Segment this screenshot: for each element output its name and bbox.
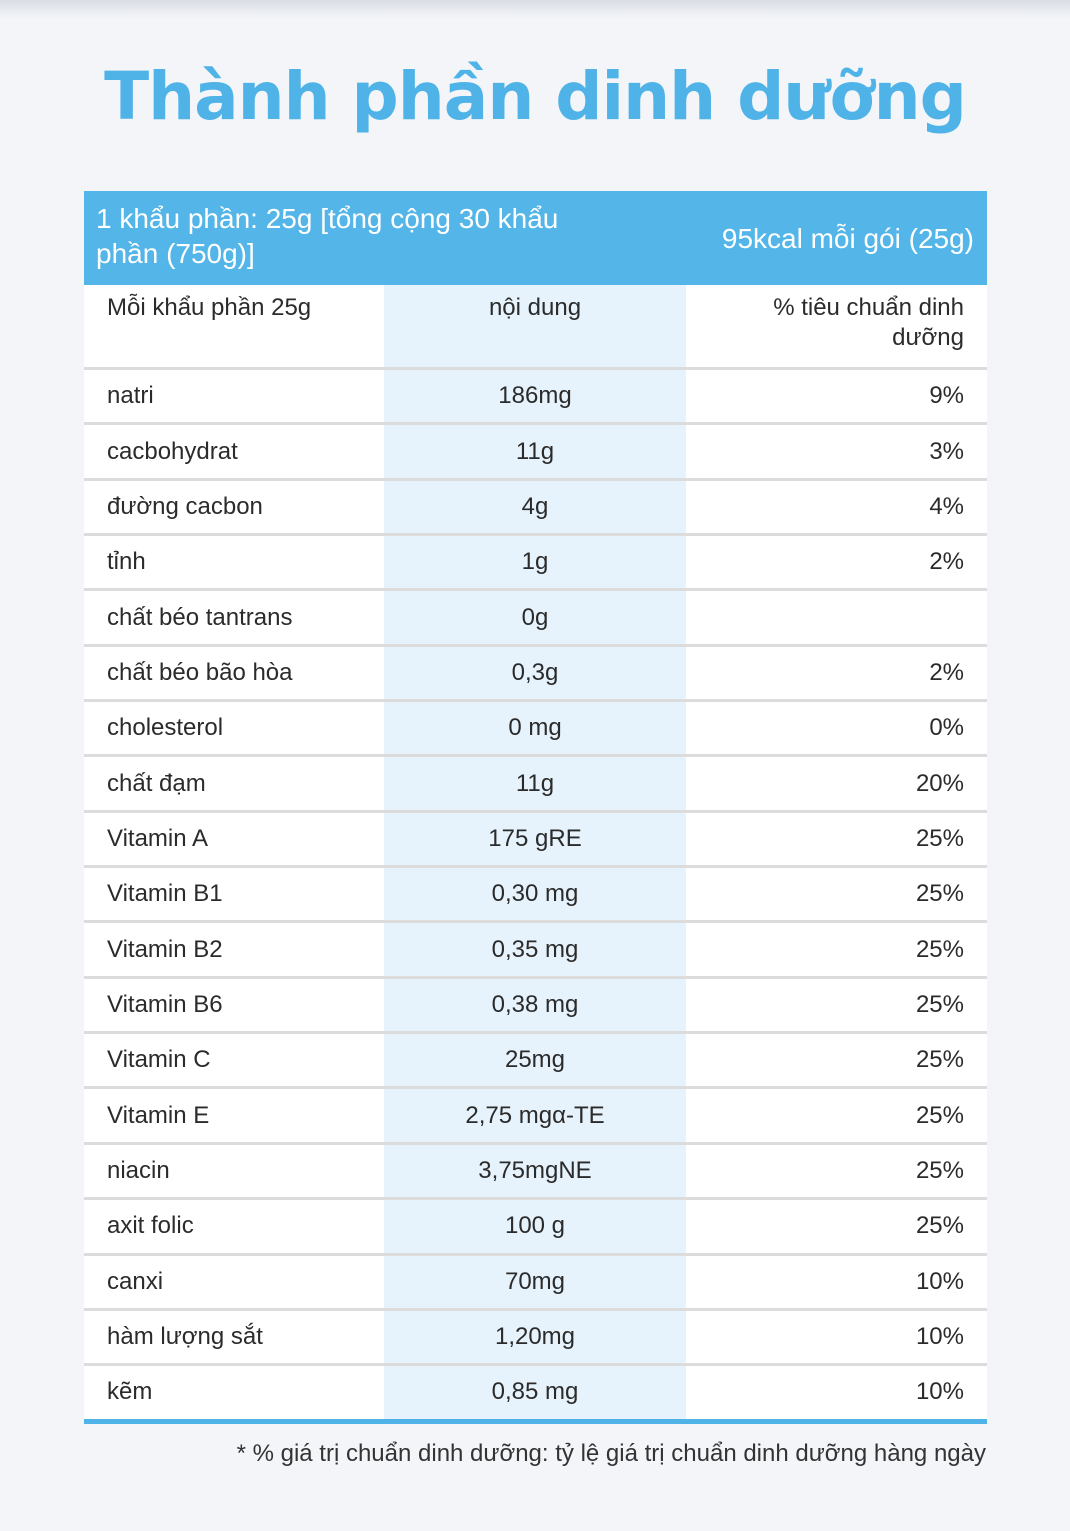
nutrient-name: niacin: [84, 1145, 384, 1197]
nutrient-content: 0,85 mg: [384, 1366, 686, 1418]
nutrient-content: 100 g: [384, 1200, 686, 1252]
column-header-percent: [686, 285, 987, 367]
nutrient-name: kẽm: [84, 1366, 384, 1418]
page-title: Thành phần dinh dưỡng: [104, 58, 966, 135]
nutrient-name: Vitamin B1: [84, 868, 384, 920]
serving-size-line-1: 1 khẩu phần: 25g [tổng cộng 30 khẩu: [96, 203, 559, 234]
table-row: [84, 1086, 987, 1141]
nutrient-percent: 20%: [686, 757, 987, 809]
nutrient-content: 0,30 mg: [384, 868, 686, 920]
column-header-name: Mỗi khẩu phần 25g: [84, 285, 384, 367]
nutrient-name: canxi: [84, 1256, 384, 1308]
column-header-content: nội dung: [384, 285, 686, 367]
nutrient-percent: 10%: [686, 1311, 987, 1363]
table-row: [84, 367, 987, 422]
table-row: [84, 644, 987, 699]
nutrition-table: [84, 191, 987, 1424]
footnote: * % giá trị chuẩn dinh dưỡng: tỷ lệ giá trị chuẩn dinh dưỡng hàng ngày: [236, 1440, 986, 1467]
nutrient-content: 0,38 mg: [384, 979, 686, 1031]
table-row: [84, 588, 987, 643]
nutrient-content: 25mg: [384, 1034, 686, 1086]
nutrient-content: 70mg: [384, 1256, 686, 1308]
nutrient-percent: 10%: [686, 1366, 987, 1418]
table-bottom-bar: [84, 1419, 987, 1424]
nutrient-content: 0,35 mg: [384, 923, 686, 975]
table-row: [84, 1253, 987, 1308]
column-header-percent-line-1: % tiêu chuẩn dinh: [773, 294, 964, 321]
nutrient-percent: 25%: [686, 813, 987, 865]
nutrient-content: 3,75mgNE: [384, 1145, 686, 1197]
table-row: [84, 976, 987, 1031]
nutrient-content: 186mg: [384, 370, 686, 422]
nutrient-percent: [686, 591, 987, 643]
nutrient-content: 1g: [384, 536, 686, 588]
nutrient-name: Vitamin B6: [84, 979, 384, 1031]
nutrient-content: 0,3g: [384, 647, 686, 699]
table-row: [84, 1363, 987, 1418]
nutrient-content: 11g: [384, 757, 686, 809]
nutrient-name: Vitamin A: [84, 813, 384, 865]
table-body: [84, 367, 987, 1419]
table-row: [84, 920, 987, 975]
table-row: [84, 1197, 987, 1252]
nutrient-content: 1,20mg: [384, 1311, 686, 1363]
nutrient-name: Vitamin E: [84, 1089, 384, 1141]
serving-header: [84, 191, 987, 285]
table-row: [84, 754, 987, 809]
serving-size-line-2: phần (750g)]: [96, 238, 255, 269]
nutrient-name: hàm lượng sắt: [84, 1311, 384, 1363]
column-header-row: [84, 285, 987, 367]
table-row: [84, 1142, 987, 1197]
serving-size: [84, 191, 644, 285]
nutrient-content: 0g: [384, 591, 686, 643]
nutrient-percent: 3%: [686, 425, 987, 477]
nutrient-name: chất béo bão hòa: [84, 647, 384, 699]
nutrient-percent: 2%: [686, 647, 987, 699]
nutrient-percent: 9%: [686, 370, 987, 422]
nutrient-percent: 25%: [686, 868, 987, 920]
nutrient-percent: 25%: [686, 1200, 987, 1252]
nutrient-name: Vitamin C: [84, 1034, 384, 1086]
nutrient-percent: 25%: [686, 1034, 987, 1086]
table-row: [84, 1031, 987, 1086]
nutrient-percent: 10%: [686, 1256, 987, 1308]
top-shadow: [0, 0, 1070, 18]
table-row: [84, 865, 987, 920]
nutrient-percent: 25%: [686, 979, 987, 1031]
nutrient-percent: 25%: [686, 923, 987, 975]
nutrient-name: natri: [84, 370, 384, 422]
nutrient-name: axit folic: [84, 1200, 384, 1252]
nutrient-name: chất đạm: [84, 757, 384, 809]
nutrient-name: tỉnh: [84, 536, 384, 588]
nutrient-content: 175 gRE: [384, 813, 686, 865]
nutrient-name: đường cacbon: [84, 481, 384, 533]
table-row: [84, 422, 987, 477]
nutrient-content: 2,75 mgα-TE: [384, 1089, 686, 1141]
nutrient-content: 0 mg: [384, 702, 686, 754]
nutrient-percent: 25%: [686, 1145, 987, 1197]
nutrient-percent: 4%: [686, 481, 987, 533]
column-header-percent-line-2: dưỡng: [892, 324, 964, 351]
nutrient-name: cacbohydrat: [84, 425, 384, 477]
calories-per-pack: 95kcal mỗi gói (25g): [721, 223, 974, 254]
table-row: [84, 810, 987, 865]
nutrient-percent: 0%: [686, 702, 987, 754]
nutrient-content: 11g: [384, 425, 686, 477]
nutrient-percent: 25%: [686, 1089, 987, 1141]
nutrient-name: Vitamin B2: [84, 923, 384, 975]
nutrient-content: 4g: [384, 481, 686, 533]
table-row: [84, 478, 987, 533]
table-row: [84, 699, 987, 754]
nutrient-name: chất béo tantrans: [84, 591, 384, 643]
table-row: [84, 533, 987, 588]
nutrient-name: cholesterol: [84, 702, 384, 754]
nutrient-percent: 2%: [686, 536, 987, 588]
table-row: [84, 1308, 987, 1363]
